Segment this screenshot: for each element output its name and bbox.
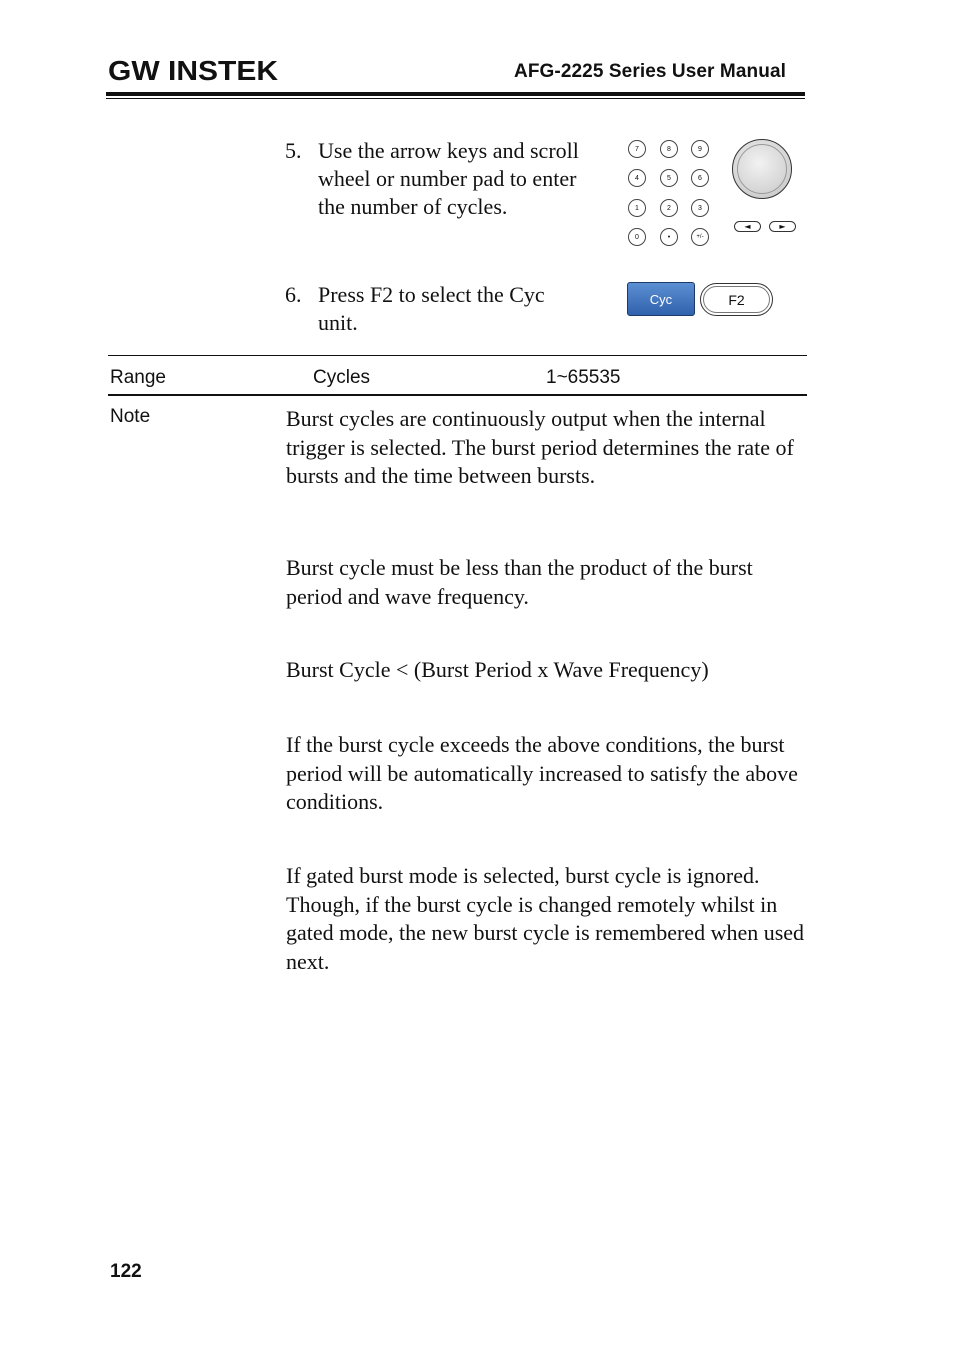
note-paragraph: If gated burst mode is selected, burst cycle is ignored. Though, if the burst cycle is changed remotely whilst in gated mode, the new burst cycle is remembered when used next. <box>286 863 805 974</box>
range-parameter: Cycles <box>313 367 371 388</box>
step-number: 6. <box>285 282 302 307</box>
note-paragraph: If the burst cycle exceeds the above conditions, the burst period will be automatically increased to satisfy the above conditions. <box>286 732 798 814</box>
key-3: 3 <box>691 199 709 217</box>
logo-text: GW INSTEK <box>108 56 278 84</box>
key-8: 8 <box>660 140 678 158</box>
range-value: 1~65535 <box>546 367 621 388</box>
number-pad <box>627 138 717 254</box>
key-plus-minus: +/- <box>691 228 709 246</box>
note-label: Note <box>110 406 151 427</box>
step-number: 5. <box>285 138 302 163</box>
f2-key: F2 <box>700 283 773 316</box>
table-top-rule <box>108 355 807 356</box>
header-rule <box>106 92 805 96</box>
cyc-softkey: Cyc <box>627 282 695 316</box>
key-0: 0 <box>628 228 646 246</box>
note-paragraph: Burst cycles are continuously output when the internal trigger is selected. The burst period determines the rate of bursts and the time between bursts. <box>286 406 794 488</box>
key-6: 6 <box>691 169 709 187</box>
gw-instek-logo <box>108 56 280 84</box>
step-text <box>318 137 579 221</box>
key-9: 9 <box>691 140 709 158</box>
key-4: 4 <box>628 169 646 187</box>
table-bottom-rule <box>108 394 807 396</box>
page-number: 122 <box>110 1261 142 1282</box>
key-5: 5 <box>660 169 678 187</box>
scroll-wheel-icon <box>732 139 792 199</box>
note-paragraph: Burst cycle must be less than the product of the burst period and wave frequency. <box>286 555 753 609</box>
step-line: Press F2 to select the Cyc <box>318 282 545 307</box>
step-line: Use the arrow keys and scroll <box>318 138 579 163</box>
step-text <box>318 281 545 337</box>
key-1: 1 <box>628 199 646 217</box>
note-formula: Burst Cycle < (Burst Period x Wave Frequency) <box>286 657 709 682</box>
key-2: 2 <box>660 199 678 217</box>
step-line: wheel or number pad to enter <box>318 166 577 191</box>
key-decimal: • <box>660 228 678 246</box>
arrow-right-icon: ► <box>779 221 786 231</box>
arrow-left-key <box>734 221 761 232</box>
header-rule-thin <box>106 98 805 99</box>
key-7: 7 <box>628 140 646 158</box>
range-label: Range <box>110 367 166 388</box>
manual-title: AFG-2225 Series User Manual <box>514 61 786 82</box>
arrow-left-icon: ◄ <box>744 221 751 231</box>
arrow-right-key <box>769 221 796 232</box>
step-line: the number of cycles. <box>318 194 508 219</box>
step-line: unit. <box>318 310 358 335</box>
